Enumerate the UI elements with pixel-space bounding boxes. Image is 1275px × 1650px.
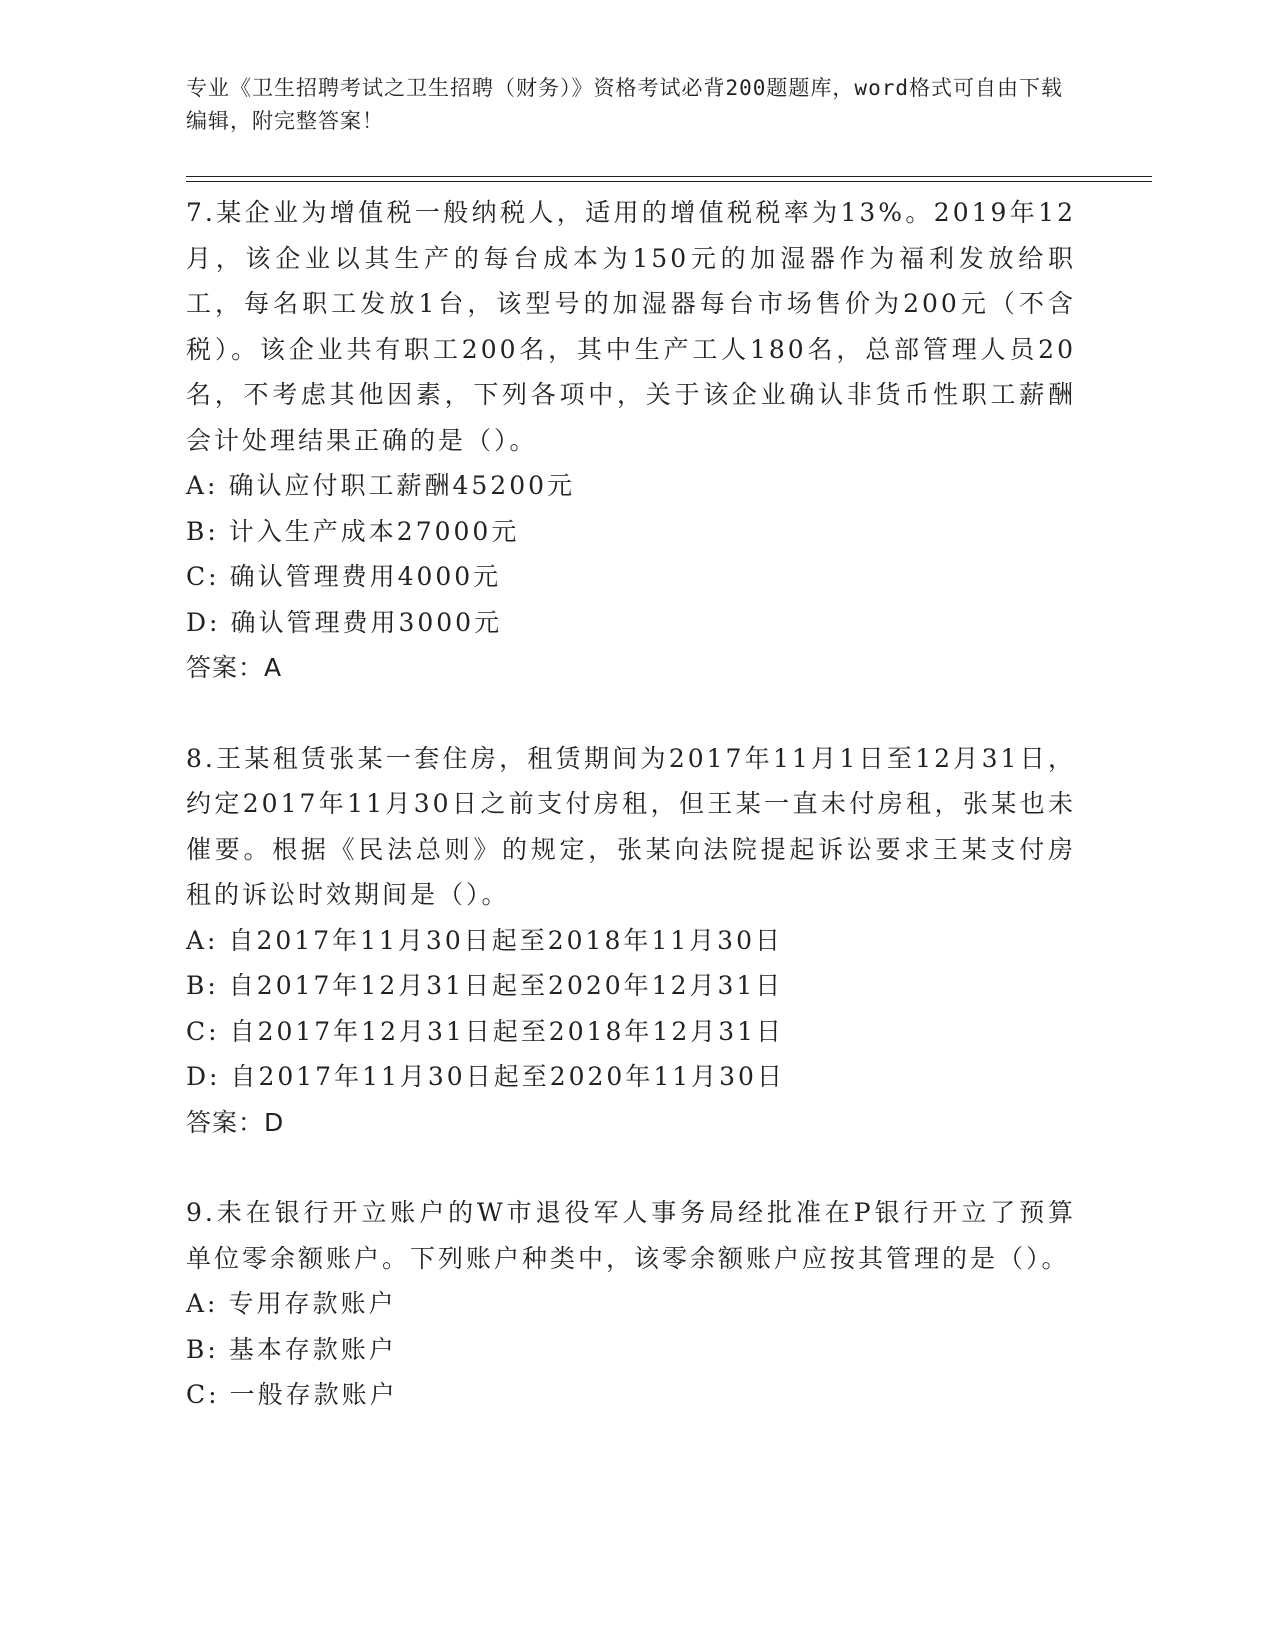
option-key: B: <box>186 1334 219 1364</box>
option-b <box>186 1327 1076 1373</box>
option-text: 确认管理费用4000元 <box>229 562 502 591</box>
option-key: B: <box>186 971 219 1000</box>
option-c <box>186 1372 1076 1418</box>
option-a <box>186 918 1076 964</box>
question-list <box>186 190 1076 1418</box>
answer-label: 答案：D <box>186 1107 285 1137</box>
option-text: 确认应付职工薪酬45200元 <box>228 471 576 500</box>
question-spacer <box>186 691 1076 736</box>
question-stem: 9.未在银行开立账户的W市退役军人事务局经批准在P银行开立了预算单位零余额账户。下列账户种类中，该零余额账户应按其管理的是（）。 <box>186 1198 1076 1273</box>
question-9 <box>186 1190 1076 1418</box>
option-d <box>186 1054 1076 1100</box>
option-d <box>186 600 1076 646</box>
option-key: C: <box>186 1016 220 1046</box>
option-text: 自2017年11月30日起至2018年11月30日 <box>228 925 783 955</box>
option-text: 确认管理费用3000元 <box>230 607 503 637</box>
answer-label: 答案：A <box>186 653 283 682</box>
option-text: 自2017年11月30日起至2020年11月30日 <box>230 1062 785 1091</box>
option-text: 基本存款账户 <box>228 1334 397 1364</box>
option-key: A: <box>186 925 219 955</box>
option-key: C: <box>186 562 220 591</box>
option-a <box>186 463 1076 509</box>
option-key: D: <box>186 607 221 637</box>
option-key: B: <box>186 516 219 546</box>
option-key: A: <box>186 1289 219 1318</box>
header-rule-top <box>186 176 1152 177</box>
option-c <box>186 1009 1076 1055</box>
option-b <box>186 509 1076 555</box>
option-text: 自2017年12月31日起至2020年12月31日 <box>228 971 784 1000</box>
option-b <box>186 963 1076 1009</box>
option-text: 一般存款账户 <box>229 1380 398 1409</box>
option-key: A: <box>186 471 219 500</box>
option-key: D: <box>186 1062 221 1091</box>
document-header: 专业《卫生招聘考试之卫生招聘（财务）》资格考试必背200题题库，word格式可自由下载编辑，附完整答案！ <box>186 76 1063 133</box>
option-key: C: <box>186 1380 220 1409</box>
option-text: 自2017年12月31日起至2018年12月31日 <box>229 1016 785 1046</box>
option-a <box>186 1281 1076 1327</box>
question-8 <box>186 736 1076 1146</box>
option-text: 计入生产成本27000元 <box>228 516 520 546</box>
question-7 <box>186 190 1076 691</box>
option-text: 专用存款账户 <box>228 1289 397 1318</box>
question-stem: 7.某企业为增值税一般纳税人，适用的增值税税率为13%。2019年12月，该企业以其生产的每台成本为150元的加湿器作为福利发放给职工，每名职工发放1台，该型号的加湿器每台市场售价为200元（不含税）。该企业共有职工200名，其中生产工人180名，总部管理人员20名，不考虑其他因素，下列各项中，关于该企业确认非货币性职工薪酬会计处理结果正确的是（）。 <box>186 198 1076 455</box>
header-rule-bottom <box>186 181 1152 182</box>
question-spacer <box>186 1145 1076 1190</box>
question-stem: 8.王某租赁张某一套住房，租赁期间为2017年11月1日至12月31日，约定2017年11月30日之前支付房租，但王某一直未付房租，张某也未催要。根据《民法总则》的规定，张某向法院提起诉讼要求王某支付房租的诉讼时效期间是（）。 <box>186 743 1076 909</box>
option-c <box>186 554 1076 600</box>
